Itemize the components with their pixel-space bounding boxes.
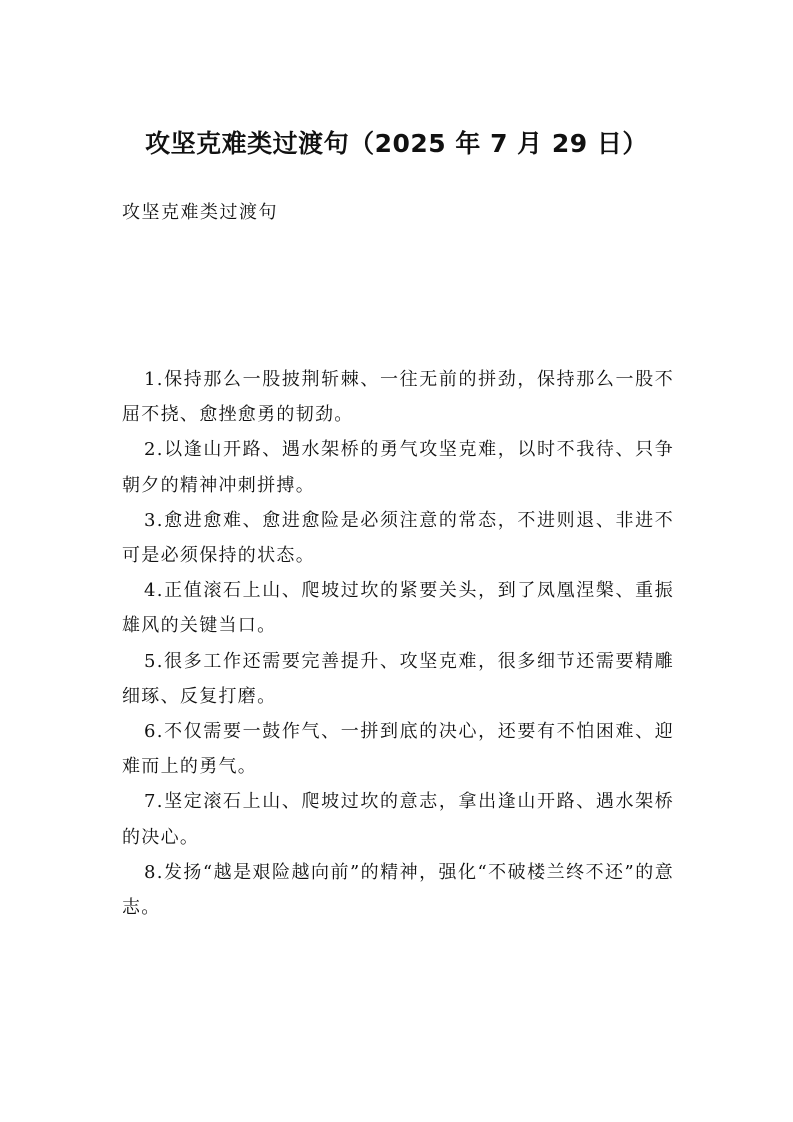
paragraph-7: 7.坚定滚石上山、爬坡过坎的意志，拿出逢山开路、遇水架桥的决心。 [122, 791, 674, 848]
paragraph-2: 2.以逢山开路、遇水架桥的勇气攻坚克难，以时不我待、只争朝夕的精神冲刺拼搏。 [122, 439, 674, 496]
document-body [122, 362, 674, 925]
paragraph-8: 8.发扬“越是艰险越向前”的精神，强化“不破楼兰终不还”的意志。 [122, 861, 674, 919]
document-subtitle: 攻坚克难类过渡句 [122, 202, 278, 223]
paragraph-3: 3.愈进愈难、愈进愈险是必须注意的常态，不进则退、非进不可是必须保持的状态。 [122, 509, 674, 567]
paragraph-1: 1.保持那么一股披荆斩棘、一往无前的拼劲，保持那么一股不屈不挠、愈挫愈勇的韧劲。 [122, 369, 674, 426]
paragraph-4: 4.正值滚石上山、爬坡过坎的紧要关头，到了凤凰涅槃、重振雄风的关键当口。 [122, 580, 674, 637]
document-title: 攻坚克难类过渡句（2025 年 7 月 29 日） [145, 129, 648, 158]
paragraph-6: 6.不仅需要一鼓作气、一拼到底的决心，还要有不怕困难、迎难而上的勇气。 [122, 721, 674, 778]
paragraph-5: 5.很多工作还需要完善提升、攻坚克难，很多细节还需要精雕细琢、反复打磨。 [122, 650, 674, 707]
